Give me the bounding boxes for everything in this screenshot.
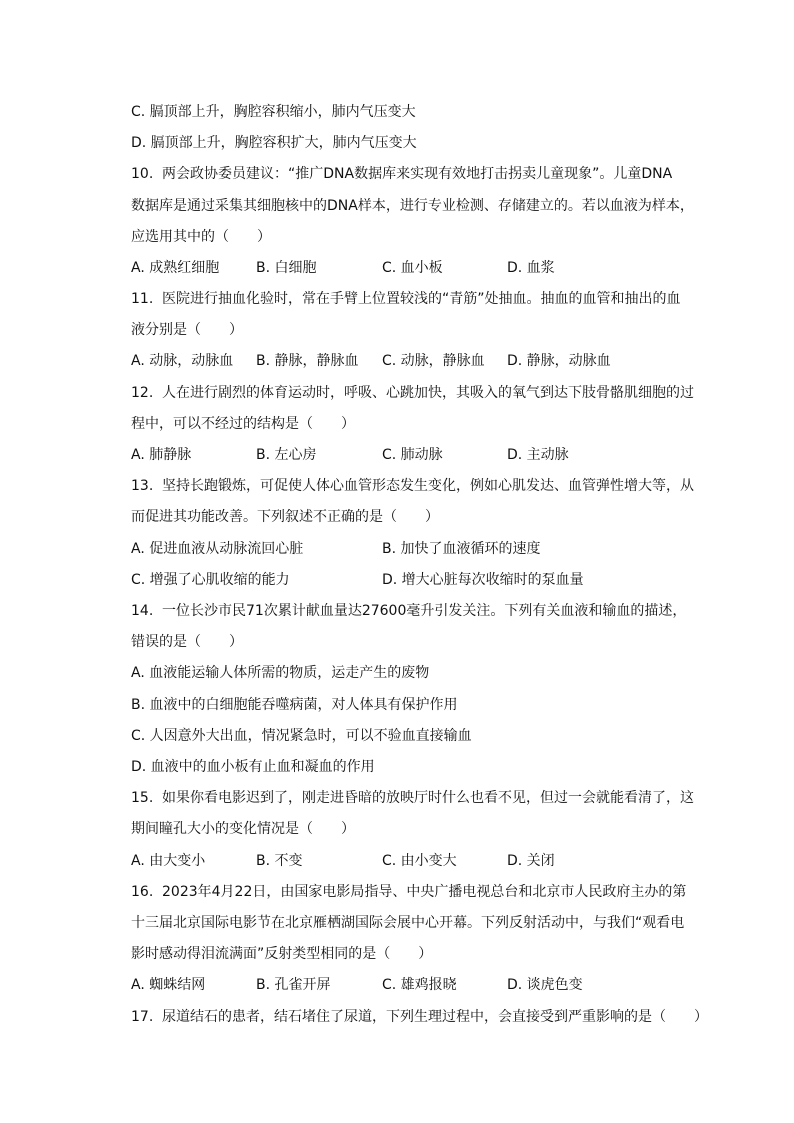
option-d: D. 谈虎色变: [507, 977, 583, 993]
option-c: C. 人因意外大出血，情况紧急时，可以不验血直接输血: [131, 728, 472, 744]
question-number: 12.: [131, 385, 154, 401]
question-text: 程中，可以不经过的结构是（ ）: [131, 416, 355, 432]
question-number: 15.: [131, 790, 154, 806]
option-a: A. 成熟红细胞: [131, 260, 220, 276]
option-a: A. 动脉，动脉血: [131, 353, 234, 369]
question-text: 十三届北京国际电影节在北京雁栖湖国际会展中心开幕。下列反射活动中，与我们“观看电: [131, 915, 685, 931]
question-text: 一位长沙市民71次累计献血量达27600毫升引发关注。下列有关血液和输血的描述，: [162, 603, 687, 619]
question-number: 17.: [131, 1009, 154, 1025]
option-d: D. 血浆: [507, 260, 555, 276]
question-text: 数据库是通过采集其细胞核中的DNA样本，进行专业检测、存储建立的。若以血液为样本，: [131, 198, 694, 214]
option-b: B. 白细胞: [256, 260, 317, 276]
option-a: A. 肺静脉: [131, 447, 192, 463]
option-c: C. 肺动脉: [382, 447, 443, 463]
question-text: 而促进其功能改善。下列叙述不正确的是（ ）: [131, 509, 439, 525]
option-b: B. 左心房: [256, 447, 317, 463]
question-13-stem: [131, 476, 694, 496]
question-text: 医院进行抽血化验时，常在手臂上位置较浅的“青筋”处抽血。抽血的血管和抽出的血: [162, 291, 681, 307]
question-text: 两会政协委员建议：“推广DNA数据库来实现有效地打击拐卖儿童现象”。儿童DNA: [162, 166, 673, 182]
option-d: D. 静脉，动脉血: [507, 353, 611, 369]
question-16-stem: [131, 882, 686, 902]
option-b: B. 血液中的白细胞能吞噬病菌，对人体具有保护作用: [131, 697, 458, 713]
question-12-stem: [131, 383, 694, 403]
option-c: C. 由小变大: [382, 853, 457, 869]
option-d: D. 主动脉: [507, 447, 569, 463]
option-d: D. 关闭: [507, 853, 555, 869]
question-text: 2023年4月22日，由国家电影局指导、中央广播电视总台和北京市人民政府主办的第: [162, 884, 687, 900]
question-14-stem: [131, 601, 686, 621]
question-10-stem: [131, 164, 672, 184]
option-b: B. 孔雀开屏: [256, 977, 331, 993]
option-a: A. 血液能运输人体所需的物质，运走产生的废物: [131, 665, 430, 681]
option-c: C. 血小板: [382, 260, 443, 276]
option-b: B. 加快了血液循环的速度: [382, 541, 541, 557]
option-a: A. 由大变小: [131, 853, 206, 869]
option-c: C. 动脉，静脉血: [382, 353, 485, 369]
option-b: B. 不变: [256, 853, 303, 869]
option-b: B. 静脉，静脉血: [256, 353, 359, 369]
question-text: 影时感动得泪流满面”反射类型相同的是（ ）: [131, 946, 433, 962]
question-text: 应选用其中的（ ）: [131, 229, 271, 245]
option-d: D. 血液中的血小板有止血和凝血的作用: [131, 759, 375, 775]
question-number: 11.: [131, 291, 154, 307]
option-a: A. 蜘蛛结网: [131, 977, 206, 993]
question-text: 错误的是（ ）: [131, 634, 243, 650]
question-text: 期间瞳孔大小的变化情况是（ ）: [131, 821, 355, 837]
question-15-stem: [131, 788, 694, 808]
question-number: 14.: [131, 603, 154, 619]
question-11-stem: [131, 289, 681, 309]
option-a: A. 促进血液从动脉流回心脏: [131, 541, 304, 557]
option-c: C. 增强了心肌收缩的能力: [131, 572, 290, 588]
question-text: 人在进行剧烈的体育运动时，呼吸、心跳加快，其吸入的氧气到达下肢骨骼肌细胞的过: [162, 385, 694, 401]
question-text: 尿道结石的患者，结石堵住了尿道，下列生理过程中，会直接受到严重影响的是（ ）: [162, 1009, 708, 1025]
question-17-stem: [131, 1007, 708, 1027]
question-text: 液分别是（ ）: [131, 322, 243, 338]
option-line: D. 膈顶部上升，胸腔容积扩大，肺内气压变大: [131, 135, 417, 151]
option-d: D. 增大心脏每次收缩时的泵血量: [382, 572, 584, 588]
question-number: 10.: [131, 166, 154, 182]
option-line: C. 膈顶部上升，胸腔容积缩小，肺内气压变大: [131, 104, 416, 120]
option-c: C. 雄鸡报晓: [382, 977, 457, 993]
question-text: 坚持长跑锻炼，可促使人体心血管形态发生变化，例如心肌发达、血管弹性增大等，从: [162, 478, 694, 494]
question-number: 13.: [131, 478, 154, 494]
question-text: 如果你看电影迟到了，刚走进昏暗的放映厅时什么也看不见，但过一会就能看清了，这: [162, 790, 694, 806]
question-number: 16.: [131, 884, 154, 900]
